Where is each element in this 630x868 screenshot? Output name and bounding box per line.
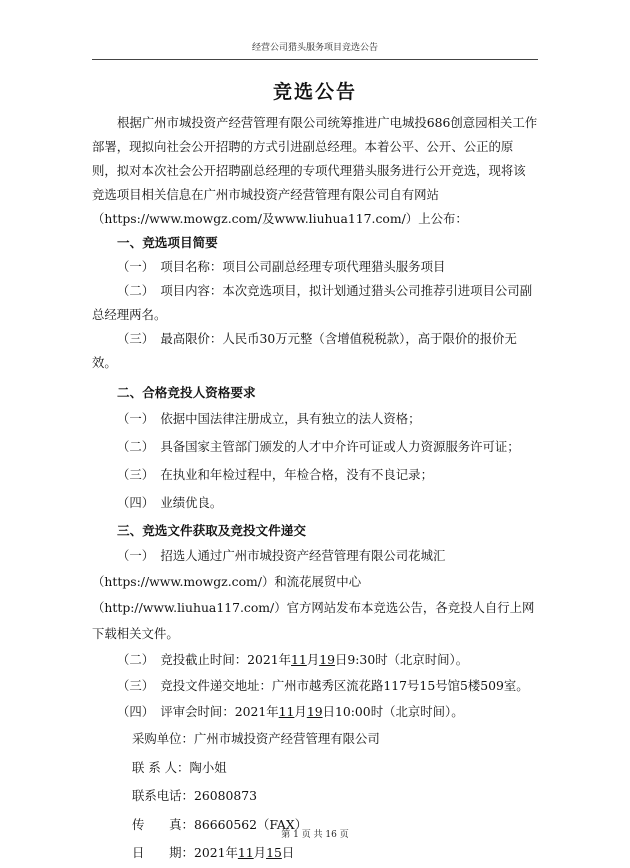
review-month: 11 [278, 704, 295, 719]
date-prefix: 日 期：2021年 [132, 845, 238, 860]
contact-date [92, 839, 538, 868]
date-month: 11 [237, 845, 254, 860]
deadline-prefix: （二） 竞投截止时间：2021年 [117, 652, 292, 667]
contact-person: 联 系 人：陶小姐 [132, 759, 227, 775]
date-day: 15 [266, 845, 282, 860]
page-header: 经营公司猎头服务项目竞选公告 [92, 40, 538, 60]
document-body [92, 111, 538, 868]
review-suffix: 日10:00时（北京时间）。 [322, 704, 464, 719]
section-3-heading: 三、竞选文件获取及竞投文件递交 [117, 523, 306, 538]
section-1-item-1: （一） 项目名称：项目公司副总经理专项代理猎头服务项目 [117, 259, 446, 274]
section-3-item-3: （三） 竞投文件递交地址：广州市越秀区流花路117号15号馆5楼509室。 [117, 678, 529, 693]
review-day: 19 [306, 704, 323, 719]
deadline-suffix: 日9:30时（北京时间）。 [334, 652, 469, 667]
section-2-item-2: （二） 具备国家主管部门颁发的人才中介许可证或人力资源服务许可证； [117, 439, 520, 454]
deadline-day: 19 [319, 652, 335, 667]
date-month-label: 月 [253, 845, 267, 860]
deadline-month-label: 月 [306, 652, 320, 667]
page-footer: 第 1 页 共 16 页 [281, 830, 349, 840]
section-1-heading: 一、竞选项目简要 [117, 235, 218, 250]
date-suffix: 日 [281, 845, 295, 860]
section-1-item-2: （二） 项目内容：本次竞选项目，拟计划通过猎头公司推荐引进项目公司副总经理两名。 [92, 283, 533, 322]
contact-unit: 采购单位：广州市城投资产经营管理有限公司 [132, 731, 380, 746]
section-3-item-2 [92, 647, 538, 673]
section-2-item-3: （三） 在执业和年检过程中，年检合格，没有不良记录； [117, 467, 433, 482]
section-2-item-4: （四） 业绩优良。 [117, 495, 223, 510]
review-prefix: （四） 评审会时间：2021年 [117, 704, 279, 719]
contact-phone: 联系电话：26080873 [132, 788, 258, 803]
contact-fax: 传 真：86660562（FAX） [132, 816, 308, 832]
section-3-item-1: （一） 招选人通过广州市城投资产经营管理有限公司花城汇（https://www.mowgz.com/）和流花展贸中心（http://www.liuhua117.com/）官方网站发布本竞选公告，各竞投人自行上网下载相关文件。 [92, 548, 535, 641]
deadline-month: 11 [291, 652, 307, 667]
section-3-item-4 [92, 699, 538, 725]
intro-paragraph: 根据广州市城投资产经营管理有限公司统筹推进广电城投686创意园相关工作部署，现拟向社会公开招聘的方式引进副总经理。本着公平、公开、公正的原则，拟对本次社会公开招聘副总经理的专项代理猎头服务进行公开竞选，现将该竞选项目相关信息在广州市城投资产经营管理有限公司自有网站（https://www.mowgz.com/及www.liuhua117.com/）上公布： [92, 115, 538, 226]
section-2-item-1: （一） 依据中国法律注册成立，具有独立的法人资格； [117, 411, 421, 426]
review-month-label: 月 [294, 704, 307, 719]
document-title: 竞选公告 [272, 81, 357, 103]
section-2-heading: 二、合格竞投人资格要求 [117, 385, 256, 400]
section-1-item-3: （三） 最高限价：人民币30万元整（含增值税税款），高于限价的报价无效。 [92, 331, 517, 370]
